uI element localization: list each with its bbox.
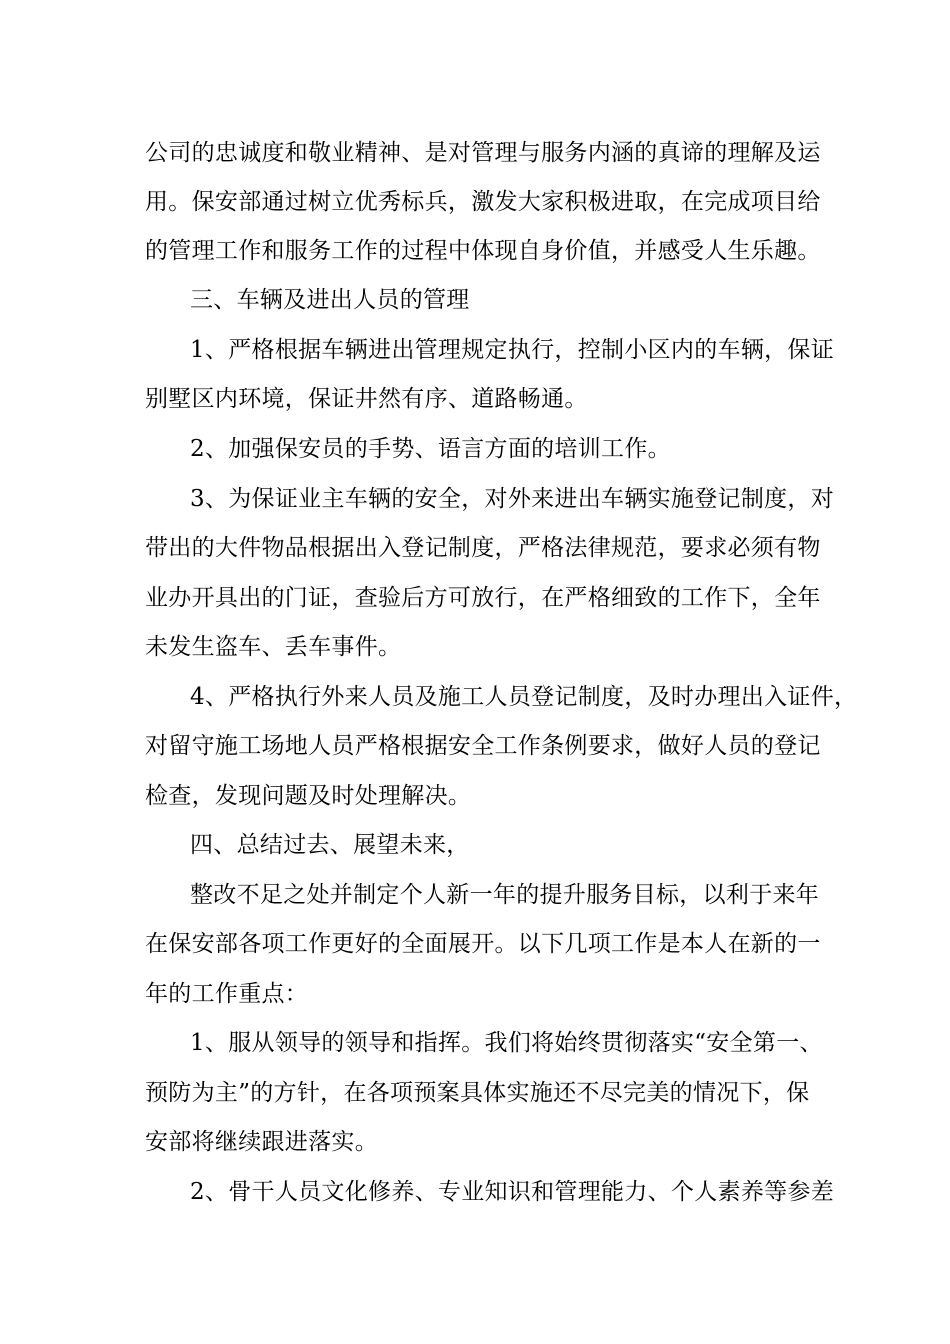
text-line: 业办开具出的门证，查验后方可放行，在严格细致的工作下，全年 — [145, 585, 821, 611]
text-line: 安部将继续跟进落实。 — [145, 1129, 378, 1155]
text-line: 公司的忠诚度和敬业精神、是对管理与服务内涵的真谛的理解及运 — [145, 140, 821, 166]
text-line: 整改不足之处并制定个人新一年的提升服务目标，以利于来年 — [190, 882, 820, 908]
text-line: 用。保安部通过树立优秀标兵，激发大家积极进取，在完成项目给 — [145, 189, 821, 215]
text-line: 2、加强保安员的手势、语言方面的培训工作。 — [190, 436, 671, 462]
text-line: 2、骨干人员文化修养、专业知识和管理能力、个人素养等参差 — [190, 1179, 835, 1205]
text-line: 在保安部各项工作更好的全面展开。以下几项工作是本人在新的一 — [145, 931, 821, 957]
text-line: 检查，发现问题及时处理解决。 — [145, 783, 472, 809]
text-line: 4、严格执行外来人员及施工人员登记制度，及时办理出入证件， — [190, 684, 858, 710]
section-heading: 四、总结过去、展望未来， — [190, 832, 470, 858]
text-line: 年的工作重点： — [145, 981, 309, 1007]
section-heading: 三、车辆及进出人员的管理 — [190, 287, 470, 313]
text-line: 别墅区内环境，保证井然有序、道路畅通。 — [145, 386, 588, 412]
text-line: 1、服从领导的领导和指挥。我们将始终贯彻落实“安全第一、 — [190, 1030, 823, 1056]
text-line: 3、为保证业主车辆的安全，对外来进出车辆实施登记制度，对 — [190, 486, 835, 512]
text-line: 的管理工作和服务工作的过程中体现自身价值，并感受人生乐趣。 — [145, 238, 821, 264]
text-line: 预防为主”的方针，在各项预案具体实施还不尽完美的情况下，保 — [145, 1080, 810, 1106]
text-line: 1、严格根据车辆进出管理规定执行，控制小区内的车辆，保证 — [190, 337, 835, 363]
text-line: 对留守施工场地人员严格根据安全工作条例要求，做好人员的登记 — [145, 733, 821, 759]
text-line: 带出的大件物品根据出入登记制度，严格法律规范，要求必须有物 — [145, 535, 821, 561]
text-line: 未发生盗车、丢车事件。 — [145, 634, 402, 660]
